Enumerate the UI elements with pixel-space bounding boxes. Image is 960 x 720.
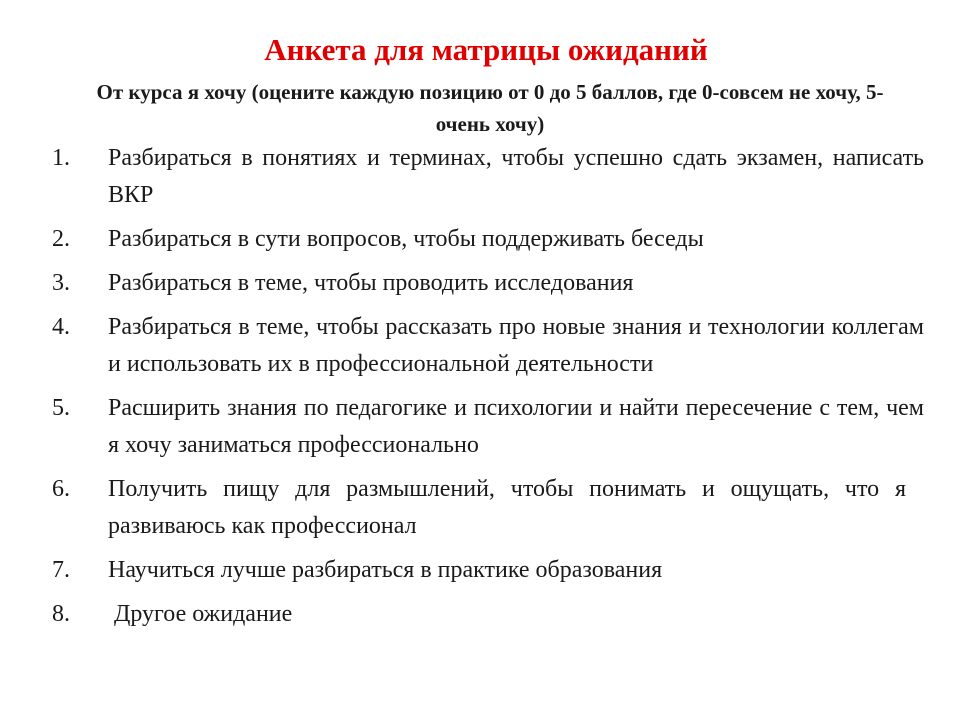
expectations-list: [52, 140, 924, 640]
list-item-text: Разбираться в теме, чтобы проводить исследования: [108, 270, 634, 296]
list-item-text: Разбираться в понятиях и терминах, чтобы успешно сдать экзамен, написать ВКР: [108, 145, 924, 208]
list-item-number: 7.: [52, 557, 70, 583]
slide-title: Анкета для матрицы ожиданий: [264, 32, 708, 67]
list-item: [52, 552, 924, 589]
list-item-number: 2.: [52, 226, 70, 252]
list-item: [52, 309, 924, 383]
list-item: [52, 265, 924, 302]
list-item-number: 4.: [52, 314, 70, 340]
list-item: [52, 471, 924, 545]
list-item-text: Разбираться в сути вопросов, чтобы поддерживать беседы: [108, 226, 704, 252]
list-item-text: Разбираться в теме, чтобы рассказать про новые знания и технологии коллегам и использовать их в профессиональной деятельности: [108, 314, 924, 377]
list-item-text: Расширить знания по педагогике и психологии и найти пересечение с тем, чем я хочу заниматься профессионально: [108, 395, 924, 458]
list-item-text: Другое ожидание: [114, 601, 293, 627]
slide-subtitle: От курса я хочу (оцените каждую позицию от 0 до 5 баллов, где 0-совсем не хочу, 5-очень хочу): [96, 80, 884, 136]
list-item: [52, 140, 924, 214]
list-item-number: 3.: [52, 270, 70, 296]
list-item-number: 6.: [52, 476, 70, 502]
list-item-number: 8.: [52, 601, 70, 627]
list-item-number: 5.: [52, 395, 70, 421]
list-item-number: 1.: [52, 145, 70, 171]
list-item-text: Научиться лучше разбираться в практике образования: [108, 557, 663, 583]
list-item-text: Получить пищу для размышлений, чтобы понимать и ощущать, что я развиваюсь как профессионал: [108, 476, 906, 539]
list-item: [52, 390, 924, 464]
list-item: [52, 221, 924, 258]
list-item: [52, 596, 924, 633]
